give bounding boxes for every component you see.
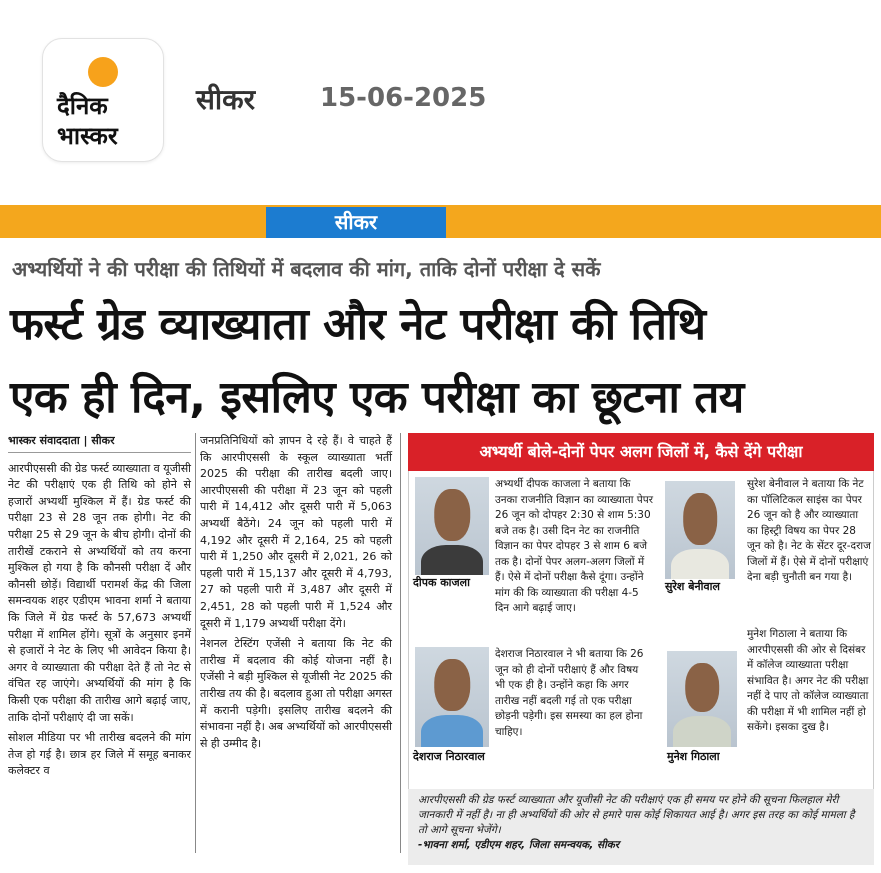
logo-text-line1: दैनिक bbox=[57, 91, 108, 120]
article-subhead: अभ्यर्थियों ने की परीक्षा की तिथियों में बदलाव की मांग, ताकि दोनों परीक्षा दे सकें bbox=[12, 257, 601, 281]
column-divider bbox=[195, 433, 196, 853]
face-icon bbox=[434, 659, 470, 711]
candidates-panel bbox=[408, 471, 874, 789]
candidate-quote-4: मुनेश गिठाला ने बताया कि आरपीएससी की ओर से दिसंबर में कॉलेज व्याख्याता परीक्षा संभावित है। अगर नेट की परीक्षा नहीं दे पाए तो कॉलेज व्याख्याता की परीक्षा में भी शामिल नहीं हो सकेंगे। इसका दुख है। bbox=[747, 628, 869, 733]
photo-caption: दीपक काजला bbox=[409, 575, 491, 590]
candidate-photo-suresh bbox=[665, 481, 735, 581]
shirt-shape bbox=[421, 545, 483, 577]
photo-caption: मुनेश गिठाला bbox=[663, 749, 743, 764]
section-tab: सीकर bbox=[266, 207, 446, 238]
official-quote bbox=[408, 789, 874, 865]
headline-line1: फर्स्ट ग्रेड व्याख्याता और नेट परीक्षा की तिथि bbox=[10, 299, 706, 350]
article-column-2 bbox=[200, 433, 392, 756]
page-header bbox=[0, 0, 881, 205]
article-column-1 bbox=[8, 433, 191, 784]
col1-paragraph-2: सोशल मीडिया पर भी तारीख बदलने की मांग तेज हो गई है। छात्र हर जिले में समूह बनाकर कलेक्टर व bbox=[8, 731, 191, 778]
shirt-shape bbox=[421, 715, 483, 747]
quote-text: आरपीएससी की ग्रेड फर्स्ट व्याख्याता और यूजीसी नेट की परीक्षाएं एक ही समय पर होने की सूचना फिलहाल मेरी जानकारी में नहीं है। ना ही अभ्यर्थियों की ओर से हमारे पास कोई शिकायत आई है। अगर इस तरह का कोई मामला है तो आगे सूचना भेजेंगे। bbox=[418, 794, 855, 836]
shirt-shape bbox=[673, 716, 732, 747]
col2-paragraph-1: जनप्रतिनिधियों को ज्ञापन दे रहे हैं। वे चाहते हैं कि आरपीएससी के स्कूल व्याख्याता भर्ती 2025 की परीक्षा की तारीख बदली जाए। आरपीएससी की परीक्षा में 23 जून को पहली पारी में 14,412 और दूसरी पारी में 5,063 अभ्यर्थी बैठेंगे। 24 जून को पहली पारी में 4,192 और दूसरी में 2,164, 25 को पहली पारी में 1,250 और दूसरी में 2,021, 26 को पहली पारी में 15,137 और दूसरी में 4,793, 27 को पहली पारी में 3,487 और दूसरी में 2,451, 28 को पहली पारी में 1,524 और दूसरी में 1,179 अभ्यर्थी परीक्षा देंगे। bbox=[200, 434, 392, 630]
newspaper-logo[interactable] bbox=[42, 38, 164, 162]
byline: भास्कर संवाददाता | सीकर bbox=[8, 433, 191, 453]
candidate-photo-munesh bbox=[667, 651, 737, 747]
candidate-photo-deshraj bbox=[415, 647, 489, 747]
face-icon bbox=[434, 489, 470, 541]
edition-city: सीकर bbox=[196, 83, 256, 116]
candidate-quote-3: देशराज निठारवाल ने भी बताया कि 26 जून को ही दोनों परीक्षाएं हैं और विषय भी एक ही है। उन्होंने कहा कि अगर तारीख नहीं बदली गई तो एक परीक्षा छोड़नी पड़ेगी। इस समस्या का हल होना चाहिए। bbox=[495, 648, 644, 738]
shirt-shape bbox=[671, 549, 730, 581]
photo-caption: देशराज निठारवाल bbox=[409, 749, 499, 764]
headline-line2: एक ही दिन, इसलिए एक परीक्षा का छूटना तय bbox=[10, 372, 744, 423]
col1-paragraph-1: आरपीएससी की ग्रेड फर्स्ट व्याख्याता व यूजीसी नेट की परीक्षाएं एक ही तिथि को होने से हजारों अभ्यर्थी मुश्किल में हैं। ग्रेड फर्स्ट की परीक्षा 23 से 28 जून तक होगी। नेट की परीक्षा 25 से 29 जून के बीच होगी। दोनों की तारीखें टकराने से अभ्यर्थियों को तय करना मुश्किल हो गया है कि कौनसी परीक्षा दें और कौनसी छोड़ें। विद्यार्थी परामर्श केंद्र की जिला समन्वयक शहर एडीएम भावना शर्मा ने बताया कि जिले में ग्रेड फर्स्ट के 57,673 अभ्यर्थी परीक्षा में शामिल होंगे। सूत्रों के अनुसार इनमें से हजारों ने नेट के लिए भी आवेदन किया है। अगर वे व्याख्याता की परीक्षा देते हैं तो नेट से वंचित रह जाएंगे। अभ्यर्थियों की मांग है कि किसी एक परीक्षा की तारीख आगे बढ़ाई जाए, ताकि दोनों परीक्षाएं दी जा सकें। bbox=[8, 461, 191, 724]
face-icon bbox=[683, 493, 717, 545]
column-divider bbox=[400, 433, 401, 853]
face-icon bbox=[685, 663, 719, 713]
photo-caption: सुरेश बेनीवाल bbox=[661, 579, 743, 594]
sun-icon bbox=[88, 57, 118, 87]
logo-text-line2: भास्कर bbox=[57, 121, 118, 150]
col2-paragraph-2: नेशनल टेस्टिंग एजेंसी ने बताया कि नेट की तारीख में बदलाव की कोई योजना नहीं है। एजेंसी ने बड़ी मुश्किल से यूजीसी नेट 2025 की तारीख तय की है। बदलाव हुआ तो परीक्षा अगस्त में करानी पड़ेगी। इसलिए तारीख बदलने की संभावना नहीं है। अब अभ्यर्थियों को आरपीएससी से ही उम्मीद है। bbox=[200, 637, 392, 750]
edition-date: 15-06-2025 bbox=[320, 83, 487, 113]
panel-title: अभ्यर्थी बोले-दोनों पेपर अलग जिलों में, कैसे देंगे परीक्षा bbox=[408, 433, 874, 471]
candidate-quote-2: सुरेश बेनीवाल ने बताया कि नेट का पॉलिटिकल साइंस का पेपर 26 जून को है और व्याख्याता का हिस्ट्री विषय का पेपर 28 जून को है। नेट के सेंटर दूर-दराज जिलों में हैं। ऐसे में दोनों परीक्षाएं देना बड़ी चुनौती बन गया है। bbox=[747, 478, 871, 583]
candidate-quote-1: अभ्यर्थी दीपक काजला ने बताया कि उनका राजनीति विज्ञान का व्याख्याता पेपर 26 जून को दोपहर 2:30 से शाम 5:30 बजे तक है। उसी दिन नेट का राजनीति विज्ञान का पेपर दोपहर 3 से शाम 6 बजे तक है। दोनों पेपर अलग-अलग जिलों में हैं। ऐसे में दोनों परीक्षा कैसे दूंगा। उन्होंने मांग की कि व्याख्याता की परीक्षा 4-5 दिन आगे बढ़ाई जाए। bbox=[495, 478, 654, 614]
candidate-photo-deepak bbox=[415, 477, 489, 577]
quote-author: -भावना शर्मा, एडीएम शहर, जिला समन्वयक, सीकर bbox=[418, 839, 620, 851]
